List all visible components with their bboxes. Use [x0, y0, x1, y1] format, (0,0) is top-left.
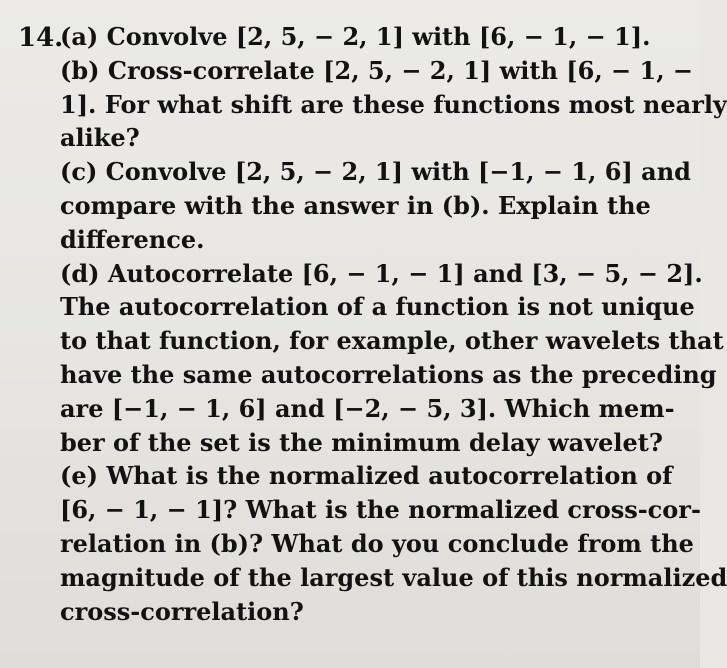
text-line: [6, − 1, − 1]? What is the normalized cross-cor-	[60, 495, 701, 525]
text-line: alike?	[60, 123, 140, 153]
text-line: relation in (b)? What do you conclude from the	[60, 528, 694, 558]
text-line: difference.	[60, 224, 205, 254]
text-line: 1]. For what shift are these functions most nearly	[60, 89, 727, 119]
text-line: (c) Convolve [2, 5, − 2, 1] with [−1, − 1, 6] and	[60, 157, 691, 187]
text-line: have the same autocorrelations as the preceding	[60, 359, 717, 389]
problem-number: 14.	[18, 23, 64, 53]
text-line: to that function, for example, other wavelets that	[60, 326, 724, 356]
text-line: (b) Cross-correlate [2, 5, − 2, 1] with [6, − 1, −	[60, 55, 694, 85]
problem-text	[60, 20, 727, 628]
text-line: ber of the set is the minimum delay wavelet?	[60, 427, 663, 457]
text-line: The autocorrelation of a function is not unique	[60, 292, 695, 322]
text-line: are [−1, − 1, 6] and [−2, − 5, 3]. Which mem-	[60, 393, 675, 423]
text-line: cross-correlation?	[60, 596, 304, 626]
text-line: (d) Autocorrelate [6, − 1, − 1] and [3, − 5, − 2].	[60, 258, 703, 288]
text-line: compare with the answer in (b). Explain the	[60, 190, 651, 220]
text-line: magnitude of the largest value of this normalized	[60, 562, 727, 592]
text-line: (a) Convolve [2, 5, − 2, 1] with [6, − 1, − 1].	[60, 22, 651, 51]
text-line: (e) What is the normalized autocorrelation of	[60, 461, 673, 491]
